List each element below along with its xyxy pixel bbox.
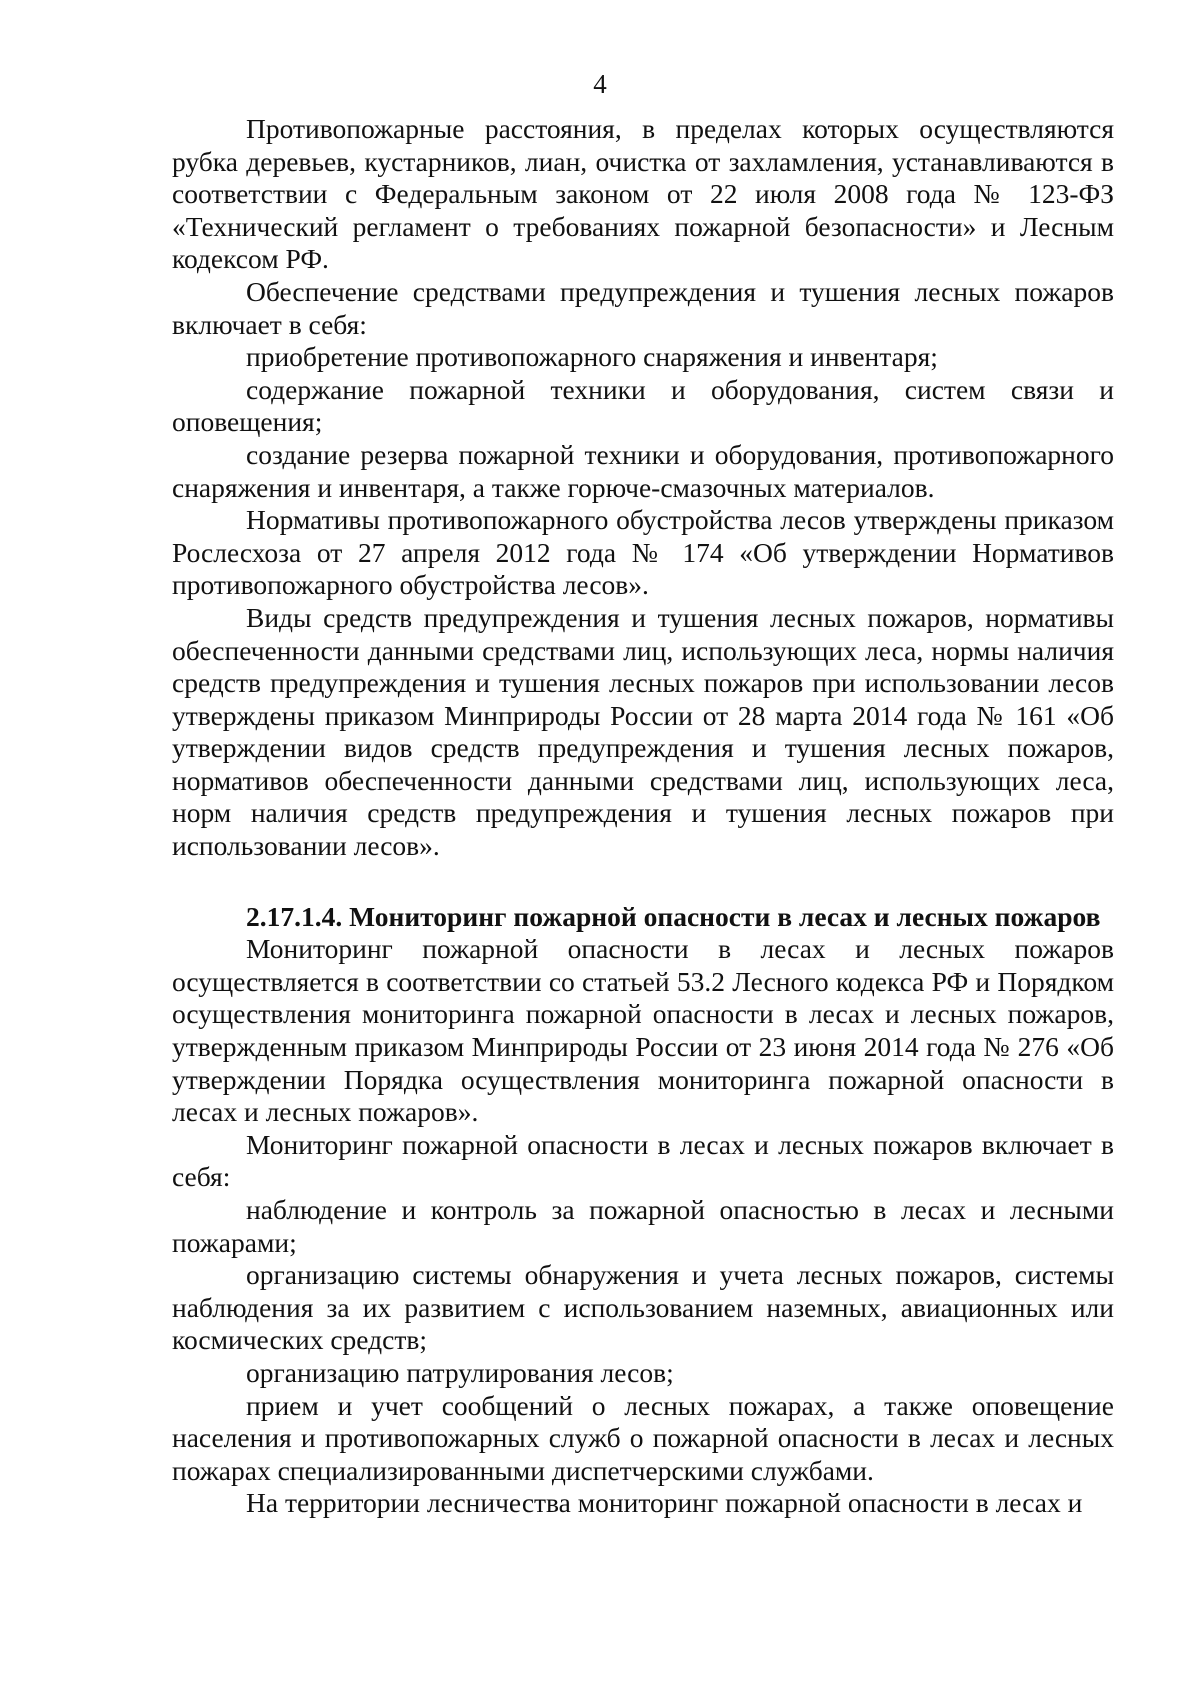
- paragraph: Виды средств предупреждения и тушения лесных пожаров, нормативы обеспеченности данными средствами лиц, использующих леса, нормы наличия средств предупреждения и тушения лесных пожаров при использовании лесов утверждены приказом Минприроды России от 28 марта 2014 года № 161 «Об утверждении видов средств предупреждения и тушения лесных пожаров, нормативов обеспеченности данными средствами лиц, использующих леса, норм наличия средств предупреждения и тушения лесных пожаров при использовании лесов».: [172, 601, 1114, 862]
- list-item: организацию системы обнаружения и учета лесных пожаров, системы наблюдения за их развитием с использованием наземных, авиационных или космических средств;: [172, 1259, 1114, 1356]
- list-item: прием и учет сообщений о лесных пожарах, а также оповещение населения и противопожарных служб о пожарной опасности в лесах и лесных пожарах специализированными диспетчерскими службами.: [172, 1389, 1114, 1486]
- list-item: содержание пожарной техники и оборудования, систем связи и оповещения;: [172, 373, 1114, 438]
- page-number: 4: [593, 69, 607, 99]
- list-item: организацию патрулирования лесов;: [246, 1356, 674, 1388]
- list-item: создание резерва пожарной техники и оборудования, противопожарного снаряжения и инвентаря, а также горюче-смазочных материалов.: [172, 438, 1114, 503]
- paragraph: Мониторинг пожарной опасности в лесах и лесных пожаров включает в себя:: [172, 1128, 1114, 1193]
- section-heading: 2.17.1.4. Мониторинг пожарной опасности в лесах и лесных пожаров: [246, 900, 1101, 932]
- paragraph: Мониторинг пожарной опасности в лесах и лесных пожаров осуществляется в соответствии со статьей 53.2 Лесного кодекса РФ и Порядком осуществления мониторинга пожарной опасности в лесах и лесных пожаров, утвержденным приказом Минприроды России от 23 июня 2014 года № 276 «Об утверждении Порядка осуществления мониторинга пожарной опасности в лесах и лесных пожаров».: [172, 933, 1114, 1128]
- paragraph: Противопожарные расстояния, в пределах которых осуществляются рубка деревьев, кустарников, лиан, очистка от захламления, устанавливаются в соответствии с Федеральным законом от 22 июля 2008 года № 123-ФЗ «Технический регламент о требованиях пожарной безопасности» и Лесным кодексом РФ.: [172, 113, 1114, 275]
- list-item: приобретение противопожарного снаряжения и инвентаря;: [246, 341, 938, 373]
- paragraph: Обеспечение средствами предупреждения и тушения лесных пожаров включает в себя:: [172, 275, 1114, 340]
- paragraph: Нормативы противопожарного обустройства лесов утверждены приказом Рослесхоза от 27 апреля 2012 года № 174 «Об утверждении Нормативов противопожарного обустройства лесов».: [172, 504, 1114, 601]
- document-body: [172, 113, 1114, 1520]
- list-item: наблюдение и контроль за пожарной опасностью в лесах и лесными пожарами;: [172, 1194, 1114, 1258]
- paragraph: На территории лесничества мониторинг пожарной опасности в лесах и: [246, 1487, 1083, 1519]
